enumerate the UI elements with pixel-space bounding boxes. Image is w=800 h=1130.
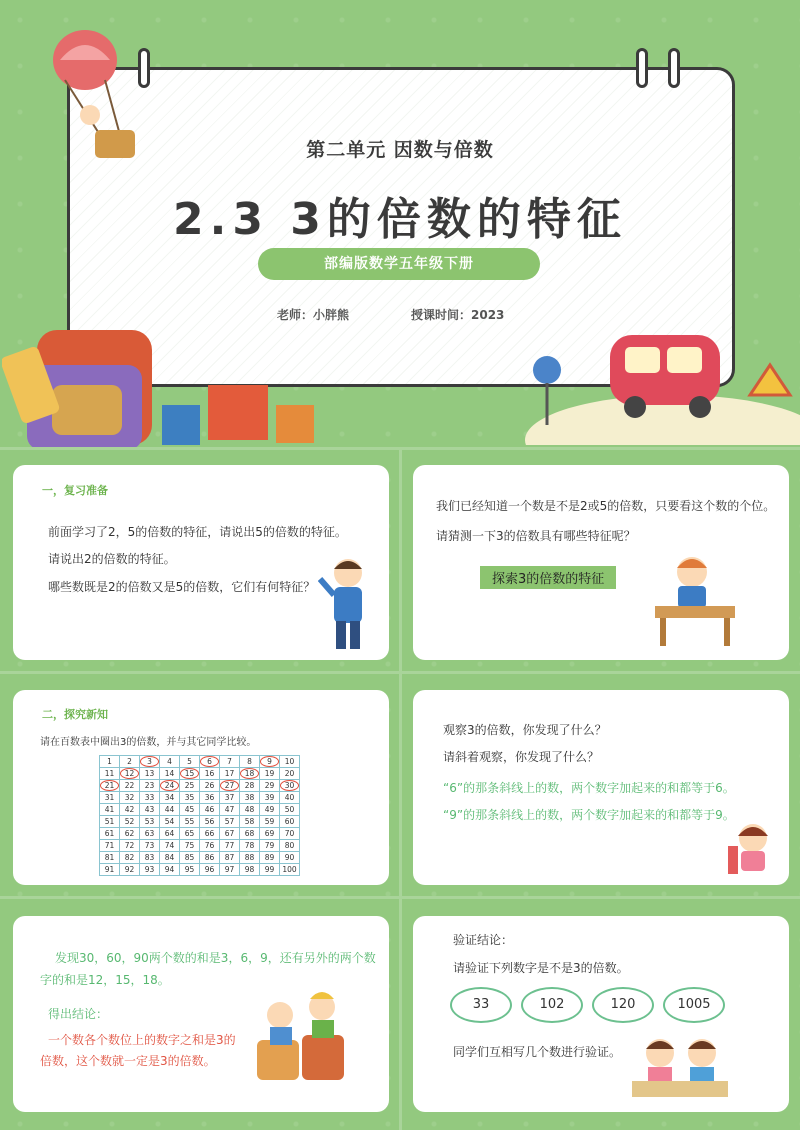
table-cell: 23 <box>140 780 160 792</box>
table-cell: 27 <box>220 780 240 792</box>
table-cell: 51 <box>100 816 120 828</box>
table-cell: 44 <box>160 804 180 816</box>
table-row <box>100 780 300 792</box>
table-cell: 43 <box>140 804 160 816</box>
table-cell: 73 <box>140 840 160 852</box>
table-cell: 98 <box>240 864 260 876</box>
table-cell: 93 <box>140 864 160 876</box>
table-cell: 24 <box>160 780 180 792</box>
grade-pill: 部编版数学五年级下册 <box>258 248 540 280</box>
body-text: 请说出2的倍数的特征。 <box>48 552 176 566</box>
table-row <box>100 840 300 852</box>
table-cell: 69 <box>260 828 280 840</box>
hundred-chart <box>99 755 300 876</box>
number-oval: 120 <box>592 987 654 1023</box>
table-cell: 9 <box>260 756 280 768</box>
table-cell: 87 <box>220 852 240 864</box>
divider <box>399 447 402 1130</box>
table-cell: 45 <box>180 804 200 816</box>
table-row <box>100 828 300 840</box>
table-cell: 81 <box>100 852 120 864</box>
table-cell: 60 <box>280 816 300 828</box>
table-cell: 84 <box>160 852 180 864</box>
finding-text: 发现30，60，90两个数的和是3，6，9，还有另外的两个数 <box>55 951 376 965</box>
table-cell: 41 <box>100 804 120 816</box>
backpack-icon <box>2 310 162 450</box>
table-cell: 14 <box>160 768 180 780</box>
table-cell: 47 <box>220 804 240 816</box>
table-cell: 88 <box>240 852 260 864</box>
table-row <box>100 852 300 864</box>
conclusion-text: 一个数各个数位上的数字之和是3的 <box>48 1033 236 1047</box>
finding-text: “6”的那条斜线上的数，两个数字加起来的和都等于6。 <box>443 781 735 795</box>
title-slide <box>0 0 800 448</box>
number-oval: 102 <box>521 987 583 1023</box>
table-cell: 20 <box>280 768 300 780</box>
table-cell: 96 <box>200 864 220 876</box>
table-cell: 39 <box>260 792 280 804</box>
highlight-banner: 探索3的倍数的特征 <box>480 566 616 589</box>
student-at-desk-icon <box>650 550 740 650</box>
table-cell: 70 <box>280 828 300 840</box>
binder-ring-icon <box>636 48 648 88</box>
table-cell: 83 <box>140 852 160 864</box>
verify-label: 验证结论： <box>453 933 514 947</box>
girl-character-icon <box>728 818 778 878</box>
number-oval: 1005 <box>663 987 725 1023</box>
table-cell: 52 <box>120 816 140 828</box>
table-cell: 11 <box>100 768 120 780</box>
table-cell: 56 <box>200 816 220 828</box>
table-cell: 37 <box>220 792 240 804</box>
section-heading: 一，复习准备 <box>42 484 108 497</box>
books-icon <box>160 380 320 448</box>
table-cell: 57 <box>220 816 240 828</box>
table-cell: 8 <box>240 756 260 768</box>
table-row <box>100 864 300 876</box>
table-cell: 49 <box>260 804 280 816</box>
table-cell: 67 <box>220 828 240 840</box>
table-cell: 26 <box>200 780 220 792</box>
table-cell: 7 <box>220 756 240 768</box>
table-cell: 10 <box>280 756 300 768</box>
binder-ring-icon <box>668 48 680 88</box>
two-kids-reading-icon <box>252 985 352 1085</box>
table-cell: 79 <box>260 840 280 852</box>
table-cell: 13 <box>140 768 160 780</box>
student-character-icon <box>318 555 378 655</box>
verify-prompt: 请验证下列数字是不是3的倍数。 <box>453 961 629 975</box>
table-cell: 16 <box>200 768 220 780</box>
table-row <box>100 756 300 768</box>
table-cell: 76 <box>200 840 220 852</box>
table-cell: 63 <box>140 828 160 840</box>
number-oval: 33 <box>450 987 512 1023</box>
conclusion-text: 倍数，这个数就一定是3的倍数。 <box>40 1054 216 1068</box>
table-cell: 80 <box>280 840 300 852</box>
table-cell: 77 <box>220 840 240 852</box>
table-cell: 36 <box>200 792 220 804</box>
table-cell: 6 <box>200 756 220 768</box>
table-cell: 99 <box>260 864 280 876</box>
table-cell: 90 <box>280 852 300 864</box>
table-cell: 68 <box>240 828 260 840</box>
table-cell: 54 <box>160 816 180 828</box>
lesson-title: 2.3 3的倍数的特征 <box>173 194 627 245</box>
table-row <box>100 804 300 816</box>
bus-scene-icon <box>525 295 800 445</box>
table-cell: 55 <box>180 816 200 828</box>
table-cell: 17 <box>220 768 240 780</box>
table-cell: 5 <box>180 756 200 768</box>
table-cell: 85 <box>180 852 200 864</box>
table-cell: 28 <box>240 780 260 792</box>
table-cell: 65 <box>180 828 200 840</box>
table-cell: 32 <box>120 792 140 804</box>
table-cell: 25 <box>180 780 200 792</box>
table-cell: 42 <box>120 804 140 816</box>
body-text: 观察3的倍数，你发现了什么？ <box>443 723 607 737</box>
table-cell: 74 <box>160 840 180 852</box>
unit-title: 第二单元 因数与倍数 <box>306 139 494 161</box>
kids-at-desk-icon <box>630 1035 730 1100</box>
finding-text: “9”的那条斜线上的数，两个数字加起来的和都等于9。 <box>443 808 735 822</box>
finding-text: 字的和是12，15，18。 <box>40 973 170 987</box>
table-row <box>100 768 300 780</box>
verify-footer: 同学们互相写几个数进行验证。 <box>453 1045 622 1059</box>
table-cell: 97 <box>220 864 240 876</box>
table-cell: 72 <box>120 840 140 852</box>
table-cell: 34 <box>160 792 180 804</box>
table-cell: 71 <box>100 840 120 852</box>
instruction-text: 请在百数表中圈出3的倍数，并与其它同学比较。 <box>40 737 257 748</box>
body-text: 请斜着观察，你发现了什么？ <box>443 750 600 764</box>
table-cell: 62 <box>120 828 140 840</box>
table-cell: 19 <box>260 768 280 780</box>
table-cell: 78 <box>240 840 260 852</box>
table-row <box>100 816 300 828</box>
table-cell: 50 <box>280 804 300 816</box>
table-cell: 12 <box>120 768 140 780</box>
table-cell: 58 <box>240 816 260 828</box>
table-cell: 48 <box>240 804 260 816</box>
table-cell: 3 <box>140 756 160 768</box>
table-cell: 82 <box>120 852 140 864</box>
table-cell: 15 <box>180 768 200 780</box>
table-cell: 61 <box>100 828 120 840</box>
table-cell: 30 <box>280 780 300 792</box>
table-cell: 95 <box>180 864 200 876</box>
table-cell: 38 <box>240 792 260 804</box>
table-cell: 46 <box>200 804 220 816</box>
table-cell: 40 <box>280 792 300 804</box>
table-cell: 75 <box>180 840 200 852</box>
table-cell: 86 <box>200 852 220 864</box>
body-text: 哪些数既是2的倍数又是5的倍数，它们有何特征？ <box>48 580 316 594</box>
table-cell: 18 <box>240 768 260 780</box>
table-cell: 29 <box>260 780 280 792</box>
body-text: 请猜测一下3的倍数具有哪些特征呢？ <box>436 529 636 543</box>
table-cell: 2 <box>120 756 140 768</box>
table-cell: 94 <box>160 864 180 876</box>
table-cell: 21 <box>100 780 120 792</box>
table-cell: 89 <box>260 852 280 864</box>
section-heading: 二，探究新知 <box>42 708 108 721</box>
table-cell: 100 <box>280 864 300 876</box>
body-text: 我们已经知道一个数是不是2或5的倍数，只要看这个数的个位。 <box>436 499 776 513</box>
table-cell: 35 <box>180 792 200 804</box>
table-row <box>100 792 300 804</box>
table-cell: 91 <box>100 864 120 876</box>
table-cell: 4 <box>160 756 180 768</box>
table-cell: 59 <box>260 816 280 828</box>
table-cell: 33 <box>140 792 160 804</box>
teacher-label: 老师：小胖熊 <box>277 308 350 322</box>
table-cell: 31 <box>100 792 120 804</box>
table-cell: 53 <box>140 816 160 828</box>
table-cell: 22 <box>120 780 140 792</box>
lesson-time: 授课时间：2023 <box>411 308 505 322</box>
table-cell: 64 <box>160 828 180 840</box>
body-text: 前面学习了2，5的倍数的特征，请说出5的倍数的特征。 <box>48 525 347 539</box>
table-cell: 1 <box>100 756 120 768</box>
table-cell: 92 <box>120 864 140 876</box>
table-cell: 66 <box>200 828 220 840</box>
conclusion-label: 得出结论： <box>48 1007 109 1021</box>
